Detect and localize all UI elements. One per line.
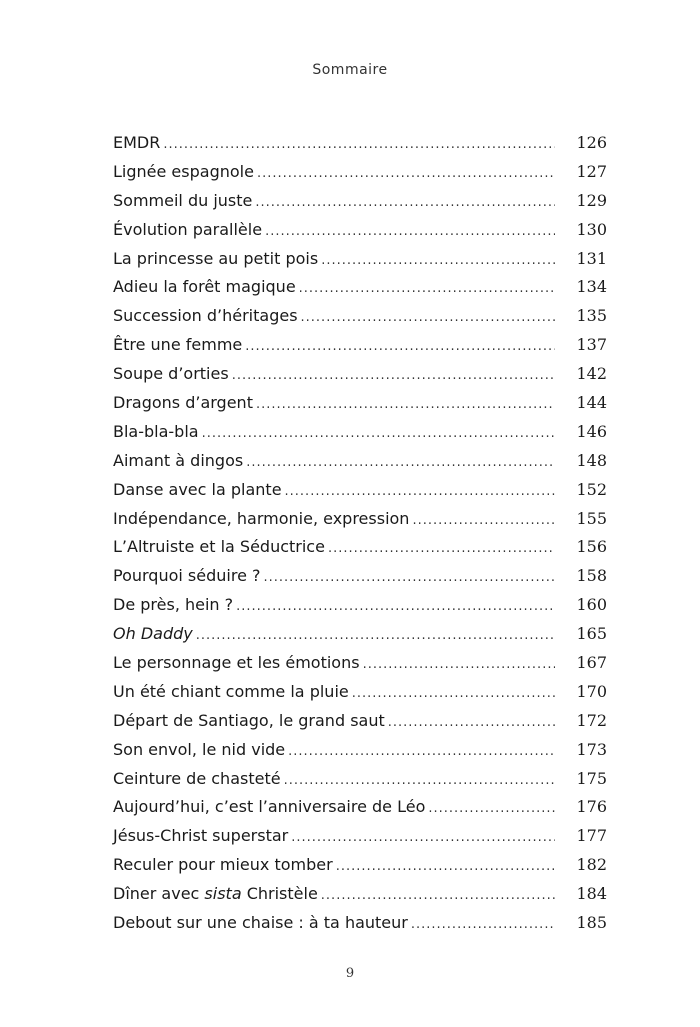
entry-page-number: 185 xyxy=(576,913,607,933)
dot-leader xyxy=(202,426,555,441)
dot-leader xyxy=(299,281,555,296)
dot-leader xyxy=(257,166,555,181)
entry-title xyxy=(113,306,298,325)
page-number: 9 xyxy=(345,966,355,981)
entry-title xyxy=(113,277,296,296)
entry-title-part: Pourquoi séduire ? xyxy=(113,566,261,586)
entry-title-part: Soupe d’orties xyxy=(113,364,229,384)
toc-entry xyxy=(113,162,607,191)
entry-title-part: De près, hein ? xyxy=(113,595,234,615)
entry-title-part: Reculer pour mieux tomber xyxy=(113,855,333,875)
dot-leader xyxy=(196,628,555,643)
entry-page-number: 177 xyxy=(576,826,607,846)
toc-entry xyxy=(113,566,607,595)
toc-entry xyxy=(113,335,607,364)
entry-title xyxy=(113,422,199,441)
entry-title xyxy=(113,133,160,152)
toc-entry xyxy=(113,249,607,278)
entry-title xyxy=(113,653,360,672)
toc-entry xyxy=(113,451,607,480)
entry-title-part: Être une femme xyxy=(113,335,243,355)
entry-title xyxy=(113,855,333,874)
entry-title-part: Debout sur une chaise : à ta hauteur xyxy=(113,913,408,933)
entry-page-number: 144 xyxy=(576,393,607,413)
entry-title xyxy=(113,595,233,614)
dot-leader xyxy=(291,830,555,845)
dot-leader xyxy=(412,513,555,528)
entry-title-part: Départ de Santiago, le grand saut xyxy=(113,710,385,730)
entry-title xyxy=(113,220,262,239)
entry-page-number: 148 xyxy=(576,450,607,470)
entry-title-part: Ceinture de chasteté xyxy=(113,768,281,788)
dot-leader xyxy=(264,570,556,585)
entry-page-number: 135 xyxy=(576,306,607,326)
dot-leader xyxy=(232,368,555,383)
entry-page-number: 152 xyxy=(576,479,607,499)
entry-page-number: 131 xyxy=(576,248,607,268)
dot-leader xyxy=(284,773,555,788)
entry-page-number: 175 xyxy=(576,768,607,788)
entry-page-number: 126 xyxy=(576,133,607,152)
entry-page-number: 172 xyxy=(576,710,607,730)
entry-page-number: 158 xyxy=(576,566,607,586)
entry-title-part: Lignée espagnole xyxy=(113,161,254,181)
dot-leader xyxy=(352,686,555,701)
entry-title-part: Aimant à dingos xyxy=(113,450,244,470)
entry-page-number: 155 xyxy=(576,508,607,528)
entry-title xyxy=(113,740,285,759)
entry-title xyxy=(113,191,252,210)
entry-page-number: 142 xyxy=(576,364,607,384)
table-of-contents xyxy=(113,133,607,942)
entry-page-number: 130 xyxy=(576,219,607,239)
toc-entry xyxy=(113,364,607,393)
entry-title-part: Indépendance, harmonie, expression xyxy=(113,508,410,528)
entry-title-part: Jésus-Christ superstar xyxy=(113,826,289,846)
toc-entry xyxy=(113,653,607,682)
toc-entry xyxy=(113,422,607,451)
entry-page-number: 173 xyxy=(576,739,607,759)
entry-title-part: Dragons d’argent xyxy=(113,393,253,413)
entry-title-part: Son envol, le nid vide xyxy=(113,739,286,759)
dot-leader xyxy=(328,541,555,556)
dot-leader xyxy=(363,657,555,672)
entry-page-number: 129 xyxy=(576,190,607,210)
entry-page-number: 134 xyxy=(576,277,607,297)
toc-entry xyxy=(113,306,607,335)
entry-page-number: 167 xyxy=(576,653,607,673)
toc-entry xyxy=(113,913,607,942)
entry-title xyxy=(113,364,229,383)
toc-entry xyxy=(113,740,607,769)
toc-entry xyxy=(113,277,607,306)
entry-title-part: Évolution parallèle xyxy=(113,219,263,239)
entry-page-number: 156 xyxy=(576,537,607,557)
entry-title xyxy=(113,711,385,730)
dot-leader xyxy=(245,339,555,354)
entry-title xyxy=(113,509,409,528)
dot-leader xyxy=(256,397,555,412)
entry-title-part: Danse avec la plante xyxy=(113,479,282,499)
entry-title xyxy=(113,162,254,181)
dot-leader xyxy=(246,455,555,470)
toc-entry xyxy=(113,480,607,509)
entry-title-part: L’Altruiste et la Séductrice xyxy=(113,537,325,557)
entry-page-number: 170 xyxy=(576,681,607,701)
dot-leader xyxy=(321,253,555,268)
toc-entry xyxy=(113,220,607,249)
entry-page-number: 127 xyxy=(576,161,607,181)
entry-title-part: Bla-bla-bla xyxy=(113,421,199,441)
entry-title xyxy=(113,682,349,701)
toc-entry xyxy=(113,133,607,162)
running-head-title: Sommaire xyxy=(312,62,388,78)
dot-leader xyxy=(236,599,555,614)
entry-title xyxy=(113,335,242,354)
entry-title-part: Dîner avec xyxy=(113,884,205,904)
entry-title-part: La princesse au petit pois xyxy=(113,248,319,268)
entry-title xyxy=(113,797,425,816)
entry-title-part: Adieu la forêt magique xyxy=(113,277,296,297)
toc-entry xyxy=(113,884,607,913)
dot-leader xyxy=(288,744,555,759)
dot-leader xyxy=(255,195,555,210)
entry-title-part: Succession d’héritages xyxy=(113,306,298,326)
dot-leader xyxy=(388,715,555,730)
dot-leader xyxy=(411,917,555,932)
entry-title-part: EMDR xyxy=(113,133,161,152)
dot-leader xyxy=(336,859,555,874)
toc-entry xyxy=(113,769,607,798)
dot-leader xyxy=(265,224,555,239)
entry-title-italic-part: Oh Daddy xyxy=(113,624,193,644)
dot-leader xyxy=(321,888,555,903)
toc-entry xyxy=(113,682,607,711)
entry-title-part: Christèle xyxy=(241,884,318,904)
toc-entry xyxy=(113,537,607,566)
entry-title xyxy=(113,451,243,470)
entry-title-part: Sommeil du juste xyxy=(113,190,253,210)
entry-title xyxy=(113,480,282,499)
toc-entry xyxy=(113,855,607,884)
entry-title xyxy=(113,884,318,903)
entry-title-part: Le personnage et les émotions xyxy=(113,653,360,673)
toc-entry xyxy=(113,191,607,220)
entry-title-part: Un été chiant comme la pluie xyxy=(113,681,349,701)
toc-entry xyxy=(113,711,607,740)
entry-title-part: Aujourd’hui, c’est l’anniversaire de Léo xyxy=(113,797,426,817)
entry-title xyxy=(113,566,261,585)
entry-page-number: 176 xyxy=(576,797,607,817)
entry-title xyxy=(113,393,253,412)
entry-page-number: 184 xyxy=(576,884,607,904)
entry-title xyxy=(113,537,325,556)
entry-title xyxy=(113,913,408,932)
dot-leader xyxy=(285,484,555,499)
toc-entry xyxy=(113,624,607,653)
toc-entry xyxy=(113,797,607,826)
toc-entry xyxy=(113,393,607,422)
dot-leader xyxy=(301,310,555,325)
entry-title xyxy=(113,249,318,268)
entry-title xyxy=(113,769,281,788)
toc-entry xyxy=(113,595,607,624)
toc-entry xyxy=(113,826,607,855)
entry-title xyxy=(113,826,288,845)
entry-page-number: 137 xyxy=(576,335,607,355)
entry-page-number: 165 xyxy=(576,624,607,644)
entry-title-italic-part: sista xyxy=(204,884,242,904)
entry-page-number: 182 xyxy=(576,855,607,875)
dot-leader xyxy=(428,801,555,816)
toc-entry xyxy=(113,509,607,538)
entry-page-number: 146 xyxy=(576,421,607,441)
entry-page-number: 160 xyxy=(576,595,607,615)
dot-leader xyxy=(163,137,555,152)
entry-title xyxy=(113,624,193,643)
